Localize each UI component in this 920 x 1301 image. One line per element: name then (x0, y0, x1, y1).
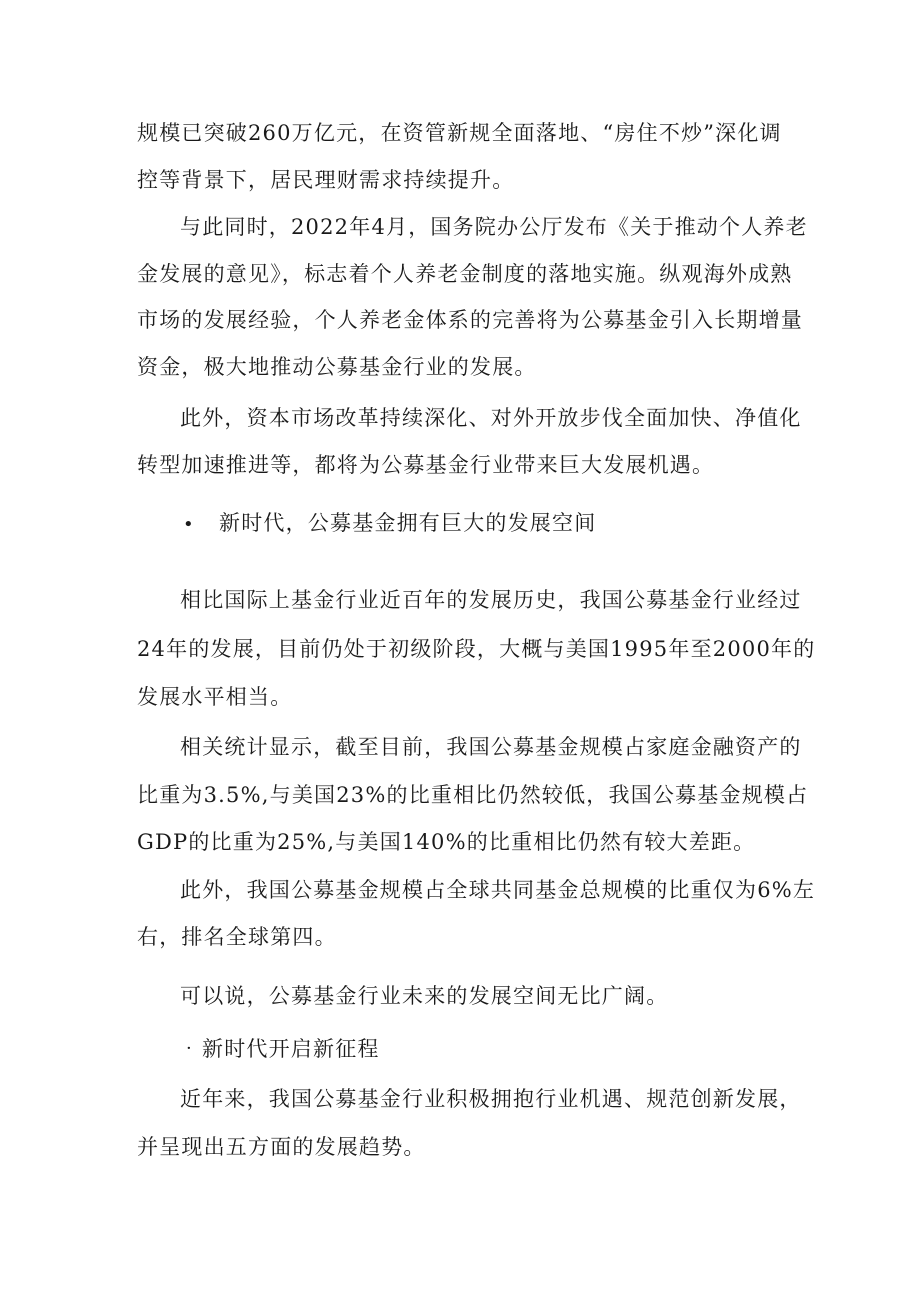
paragraph-line: 发展水平相当。 (137, 685, 293, 709)
section-heading: 新时代，公募基金拥有巨大的发展空间 (219, 511, 597, 535)
paragraph-line: 金发展的意见》，标志着个人养老金制度的落地实施。纵观海外成熟 (137, 262, 793, 286)
paragraph-line: 转型加速推进等，都将为公募基金行业带来巨大发展机遇。 (137, 453, 715, 477)
paragraph-line: 相关统计显示，截至目前，我国公募基金规模占家庭金融资产的 (180, 735, 802, 759)
paragraph-line: 右，排名全球第四。 (137, 925, 337, 949)
paragraph-line: 近年来，我国公募基金行业积极拥抱行业机遇、规范创新发展， (180, 1087, 802, 1111)
paragraph-line: 并呈现出五方面的发展趋势。 (137, 1135, 426, 1159)
paragraph-line: 相比国际上基金行业近百年的发展历史，我国公募基金行业经过 (180, 588, 802, 612)
paragraph-line: 市场的发展经验，个人养老金体系的完善将为公募基金引入长期增量 (137, 308, 803, 332)
paragraph-line: 资金，极大地推动公募基金行业的发展。 (137, 355, 537, 379)
paragraph-line: 此外，资本市场改革持续深化、对外开放步伐全面加快、净值化 (180, 406, 802, 430)
paragraph-line: 比重为3.5%,与美国23%的比重相比仍然较低，我国公募基金规模占 (137, 783, 809, 807)
paragraph-line: 此外，我国公募基金规模占全球共同基金总规模的比重仅为6%左 (180, 878, 816, 902)
bullet-marker: · (186, 1038, 192, 1059)
paragraph-line: GDP的比重为25%,与美国140%的比重相比仍然有较大差距。 (137, 830, 756, 854)
bullet-marker: • (183, 514, 194, 535)
paragraph-line: 控等背景下，居民理财需求持续提升。 (137, 168, 515, 192)
paragraph-line: 24年的发展，目前仍处于初级阶段，大概与美国1995年至2000年的 (137, 637, 816, 661)
paragraph-line: 规模已突破260万亿元，在资管新规全面落地、“房住不炒”深化调 (137, 121, 782, 145)
paragraph-line: 可以说，公募基金行业未来的发展空间无比广阔。 (180, 984, 669, 1008)
section-heading: 新时代开启新征程 (202, 1037, 380, 1061)
paragraph-line: 与此同时，2022年4月，国务院办公厅发布《关于推动个人养老 (180, 215, 808, 239)
